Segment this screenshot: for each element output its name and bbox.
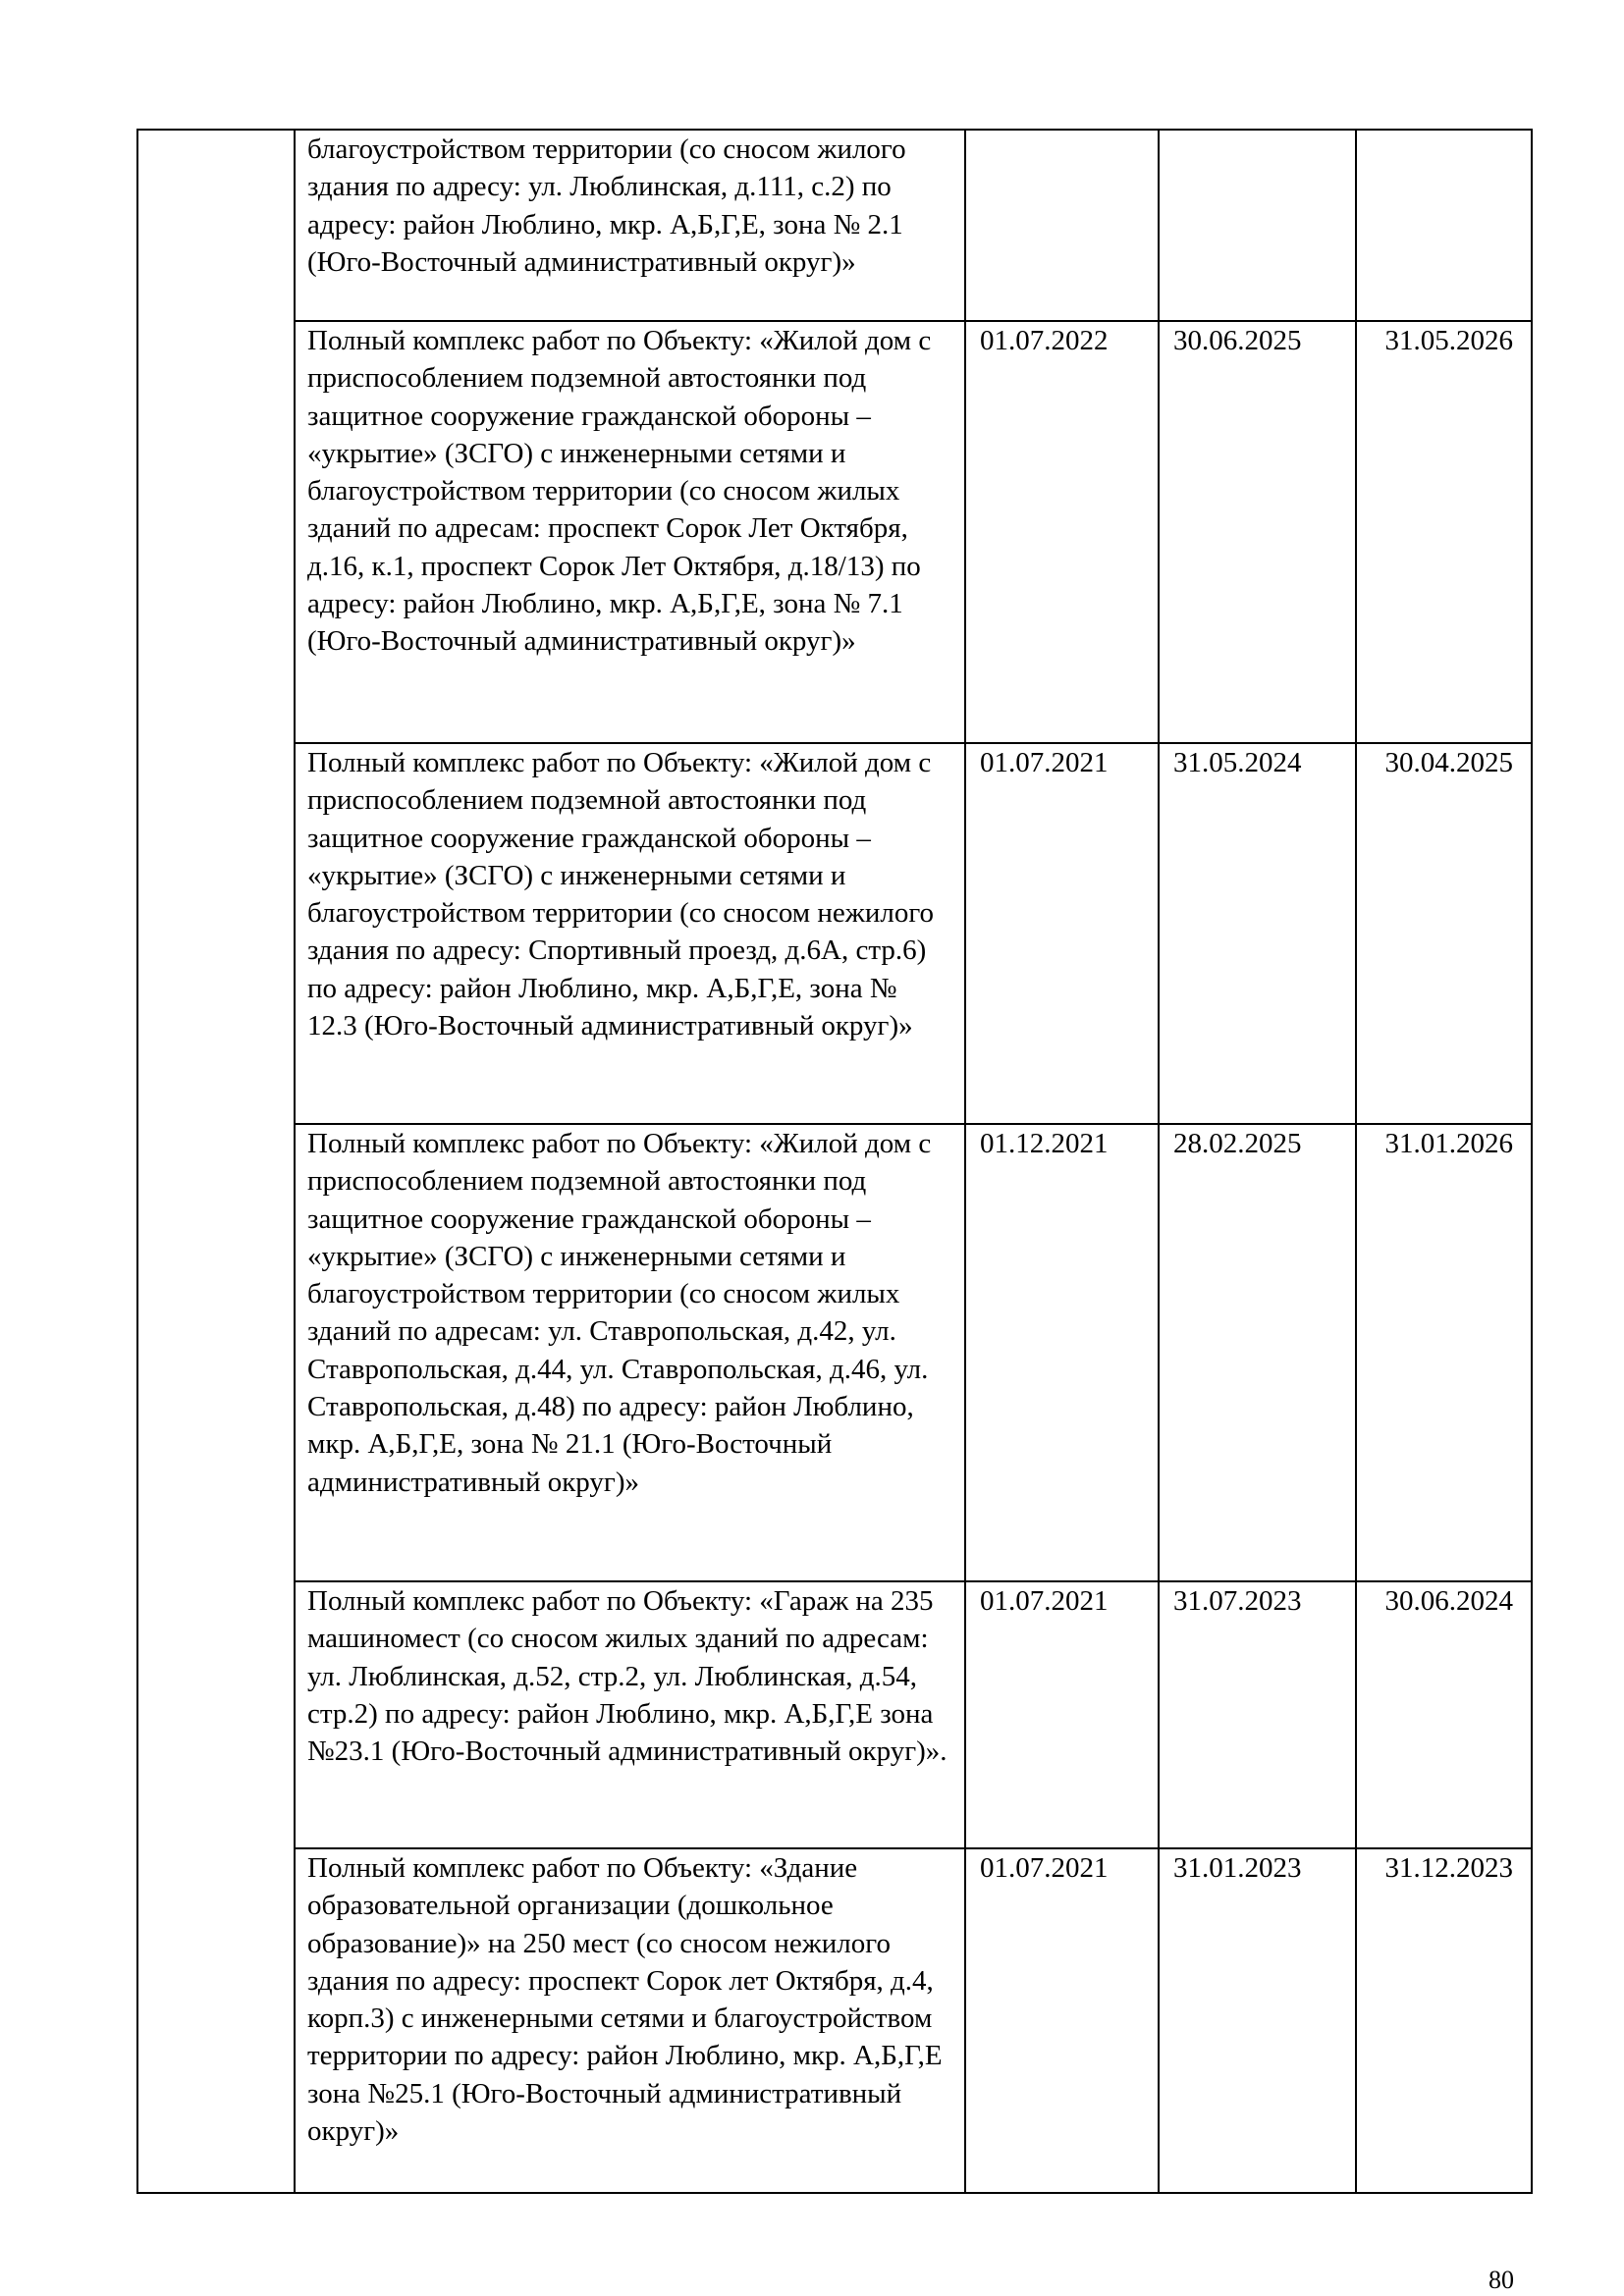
description-text: Полный комплекс работ по Объекту: «Жилой дом с приспособлением подземной автостоянки под защитное сооружение гражданской обороны – «укрытие» (ЗСГО) с инженерными сетями и благоустройством территории (со сносом жилых зданий по адресам: ул. Ставропольская, д.42, ул. Ставропольская, д.44, ул. Ставропольская, д.46, ул. Ставропольская, д.48) по адресу: район Люблино, мкр. А,Б,Г,Е, зона № 21.1 (Юго-Восточный административный округ)» [307,1128,932,1498]
start-date-cell: 01.07.2021 [965,743,1159,1124]
table-row [137,1848,1532,2193]
page-number: 80 [1489,2266,1514,2294]
end-date-cell [1159,130,1356,321]
description-cell [295,321,965,743]
description-text: Полный комплекс работ по Объекту: «Жилой дом с приспособлением подземной автостоянки под защитное сооружение гражданской обороны – «укрытие» (ЗСГО) с инженерными сетями и благоустройством территории (со сносом нежилого здания по адресу: Спортивный проезд, д.6А, стр.6) по адресу: район Люблино, мкр. А,Б,Г,Е, зона № 12.3 (Юго-Восточный административный округ)» [307,747,934,1042]
row-number-cell [137,130,295,2193]
end-date-cell: 31.01.2023 [1159,1848,1356,2193]
table-row [137,1581,1532,1848]
completion-date-cell: 31.01.2026 [1356,1124,1532,1581]
description-text: Полный комплекс работ по Объекту: «Гараж на 235 машиномест (со сносом жилых зданий по адресам: ул. Люблинская, д.52, стр.2, ул. Люблинская, д.54, стр.2) по адресу: район Люблино, мкр. А,Б,Г,Е зона №23.1 (Юго-Восточный административный округ)». [307,1585,947,1768]
table-row [137,321,1532,743]
description-cell [295,743,965,1124]
completion-date-cell: 30.04.2025 [1356,743,1532,1124]
description-text: благоустройством территории (со сносом жилого здания по адресу: ул. Люблинская, д.111, с.2) по адресу: район Люблино, мкр. А,Б,Г,Е, зона № 2.1 (Юго-Восточный административный округ)» [307,133,906,278]
completion-date-cell [1356,130,1532,321]
table-row [137,130,1532,321]
end-date-cell: 31.07.2023 [1159,1581,1356,1848]
start-date-cell: 01.07.2022 [965,321,1159,743]
description-text: Полный комплекс работ по Объекту: «Здание образовательной организации (дошкольное образование)» на 250 мест (со сносом нежилого здания по адресу: проспект Сорок лет Октября, д.4, корп.3) с инженерными сетями и благоустройством территории по адресу: район Люблино, мкр. А,Б,Г,Е зона №25.1 (Юго-Восточный административный округ)» [307,1852,943,2148]
start-date-cell: 01.12.2021 [965,1124,1159,1581]
works-table [136,129,1533,2194]
description-cell [295,1581,965,1848]
description-text: Полный комплекс работ по Объекту: «Жилой дом с приспособлением подземной автостоянки под защитное сооружение гражданской обороны – «укрытие» (ЗСГО) с инженерными сетями и благоустройством территории (со сносом жилых зданий по адресам: проспект Сорок Лет Октября, д.16, к.1, проспект Сорок Лет Октября, д.18/13) по адресу: район Люблино, мкр. А,Б,Г,Е, зона № 7.1 (Юго-Восточный административный округ)» [307,325,932,658]
table-row [137,743,1532,1124]
start-date-cell: 01.07.2021 [965,1581,1159,1848]
description-cell [295,1848,965,2193]
end-date-cell: 30.06.2025 [1159,321,1356,743]
completion-date-cell: 30.06.2024 [1356,1581,1532,1848]
start-date-cell: 01.07.2021 [965,1848,1159,2193]
completion-date-cell: 31.12.2023 [1356,1848,1532,2193]
completion-date-cell: 31.05.2026 [1356,321,1532,743]
start-date-cell [965,130,1159,321]
end-date-cell: 31.05.2024 [1159,743,1356,1124]
description-cell [295,130,965,321]
end-date-cell: 28.02.2025 [1159,1124,1356,1581]
table-row [137,1124,1532,1581]
description-cell [295,1124,965,1581]
